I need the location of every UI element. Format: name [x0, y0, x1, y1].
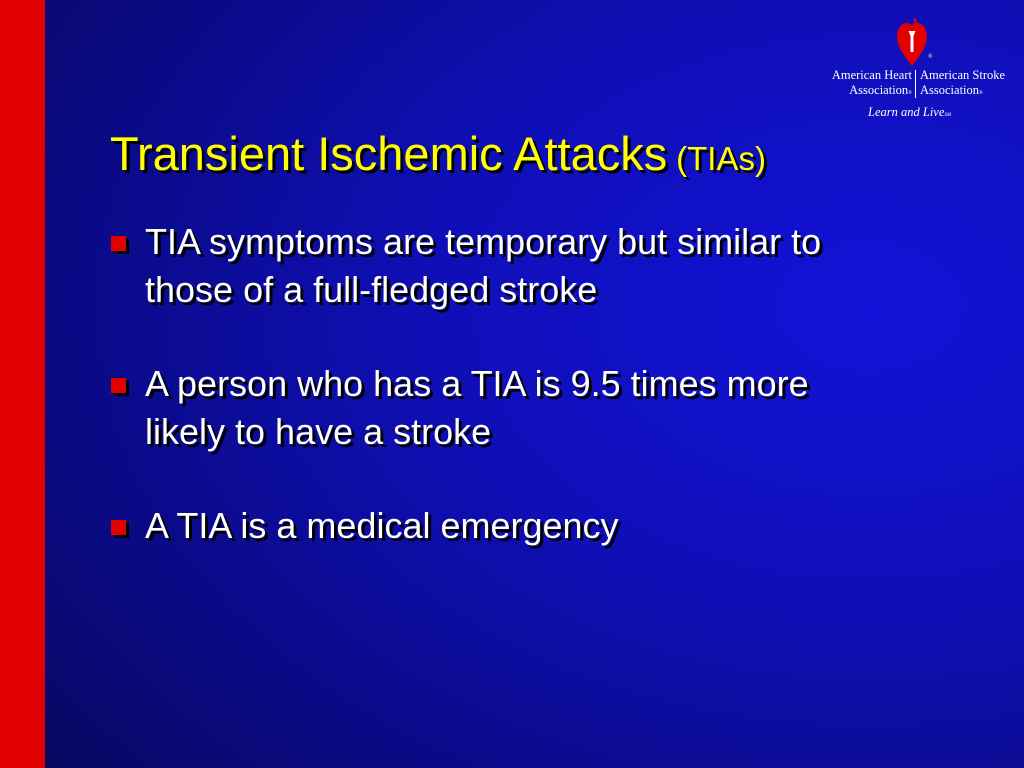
bullet-list [108, 218, 898, 596]
bullet-item [108, 218, 898, 314]
slide-title-main: Transient Ischemic Attacks [110, 127, 668, 180]
bullet-text: A TIA is a medical emergency [145, 505, 619, 546]
logo-divider [915, 70, 916, 98]
bullet-text: A person who has a TIA is 9.5 times more likely to have a stroke [145, 363, 809, 452]
slide-title-suffix: (TIAs) [676, 140, 766, 177]
logo-tagline [868, 105, 951, 120]
aha-name-line2: Association [849, 83, 909, 97]
aha-registered-mark: ® [908, 91, 912, 96]
asa-registered-mark: ® [979, 91, 983, 96]
accent-bar [0, 0, 45, 768]
red-square-icon [111, 378, 126, 393]
registered-mark: ® [928, 54, 933, 60]
asa-name [920, 68, 1005, 101]
heart-torch-icon [896, 16, 928, 68]
logo-names [806, 68, 1020, 100]
aha-name [832, 68, 912, 101]
asa-name-line2: Association [920, 83, 980, 97]
slide-title [110, 126, 766, 181]
red-square-icon [111, 520, 126, 535]
bullet-item [108, 360, 898, 456]
aha-asa-logo [806, 16, 1020, 126]
bullet-item [108, 502, 898, 550]
bullet-text: TIA symptoms are temporary but similar to those of a full-fledged stroke [145, 221, 822, 310]
tagline-text: Learn and Live [868, 105, 945, 119]
red-square-icon [111, 236, 126, 251]
asa-name-line1: American Stroke [920, 68, 1006, 82]
aha-name-line1: American Heart [831, 68, 912, 82]
tagline-trademark: SM [944, 113, 952, 118]
